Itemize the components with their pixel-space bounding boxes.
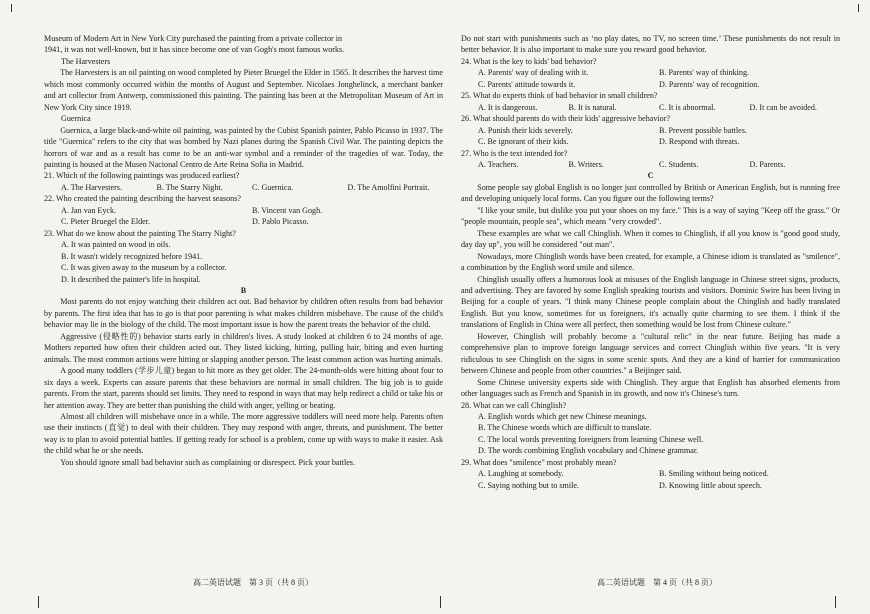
binding-mark-bottom-mid (440, 596, 441, 608)
passage-c-paragraph-2: "I like your smile, but dislike you put your shoes on my face." This is a way of saying "Keep off the grass." Or "people mountain, people sea", which means "very crowded". (461, 205, 840, 227)
question-24: 24. What is the key to kids' bad behavior? (461, 56, 597, 66)
question-21: 21. Which of the following paintings was produced earliest? (44, 171, 240, 181)
option: B. The Chinese words which are difficult to translate. (478, 423, 652, 433)
passage-b-paragraph-2: Aggressive (侵略性的) behavior starts early in children's lives. A study looked at children 6 to 24 months of age. Mothers reported how often their children acted out. They listed kicking, hitting, pulling hair, biting and even hurting animals. The most common actions were hitting or slapping another person. The least common action was hurting animals. (44, 331, 443, 364)
option: D. It described the painter's life in hospital. (61, 274, 201, 284)
option: C. Students. (659, 159, 699, 169)
question-29: 29. What does "smilence" most probably mean? (461, 457, 617, 467)
page-footer-left: 高二英语试题 第 3 页（共 8 页） (193, 578, 313, 587)
question-28-option-a (461, 411, 840, 422)
option: C. Saying nothing but to smile. (478, 480, 579, 490)
option: C. Be ignorant of their kids. (478, 137, 569, 147)
guernica-heading: Guernica (61, 114, 91, 124)
option: B. Vincent van Gogh. (252, 205, 323, 215)
option: A. The Harvesters. (61, 182, 122, 192)
binding-mark-bottom-left (38, 596, 39, 608)
option: B. Writers. (568, 159, 604, 169)
option: D. Respond with threats. (659, 137, 740, 147)
option: D. Pablo Picasso. (252, 217, 309, 227)
question-28: 28. What can we call Chinglish? (461, 400, 567, 410)
intro-line-2: 1941, it was not well-known, but it has since become one of van Gogh's most famous works. (44, 45, 345, 55)
intro-line-1: Museum of Modern Art in New York City purchased the painting from a private collector in (44, 34, 343, 43)
question-27-options (461, 159, 840, 170)
option: D. Parents. (749, 159, 786, 169)
question-25-options (461, 102, 840, 113)
option: A. Laughing at somebody. (478, 469, 564, 479)
question-28-option-d (461, 445, 840, 456)
question-23: 23. What do we know about the painting The Starry Night? (44, 228, 236, 238)
harvesters-heading: The Harvesters (61, 56, 111, 66)
option: B. Smiling without being noticed. (659, 469, 769, 479)
option: C. It is abnormal. (659, 102, 716, 112)
option: C. Pieter Bruegel the Elder. (61, 217, 151, 227)
binding-mark-top-right (858, 4, 859, 12)
option: C. Parents' attitude towards it. (478, 79, 576, 89)
question-26: 26. What should parents do with their kids' aggressive behavior? (461, 114, 671, 124)
question-26-options-row-2 (461, 136, 840, 147)
question-29-options-row-2 (461, 480, 840, 491)
option: A. Parents' way of dealing with it. (478, 68, 589, 78)
passage-b-paragraph-3: A good many toddlers (学步儿童) began to hit more as they get older. The 24-month-olds were hitting about four to six days a week. Experts can assure parents that these behaviors are normal in small children. The big job is to guide parents. From the start, parents should set limits. They need to respond in ways that may help redirect a child or take his or her attention away. They are better than punishing the child with anger, yelling or beating. (44, 366, 443, 410)
question-26-options-row-1 (461, 125, 840, 136)
option: A. It was painted on wood in oils. (61, 240, 171, 250)
question-22-options-row-1 (44, 205, 443, 216)
option: B. It is natural. (568, 102, 617, 112)
passage-b-paragraph-5: You should ignore small bad behavior such as complaining or disrespect. Pick your battles. (60, 457, 355, 467)
question-25: 25. What do experts think of bad behavior in small children? (461, 91, 658, 101)
question-23-option-c (44, 262, 443, 273)
question-22: 22. Who created the painting describing the harvest seasons? (44, 194, 241, 204)
section-b-heading: B (240, 285, 247, 295)
question-28-option-c (461, 434, 840, 445)
passage-c-paragraph-1: Some people say global English is no longer just controlled by British or American English, but is running free and developing uniquely local forms. Can you figure out the following terms? (461, 182, 840, 204)
passage-c-paragraph-6: However, Chinglish will probably become a "cultural relic" in the near future. Beijing has made a comprehensive plan to improve foreign language services and correct Chinglish within five years. "It is very ridiculous to see Chinglish on the signs in some scenic spots. And they are a kind of barrier for communication between Chinese and people from other countries." a Beijinger said. (461, 331, 840, 376)
question-29-options-row-1 (461, 468, 840, 479)
option: D. Knowing little about speech. (659, 480, 762, 490)
question-27: 27. Who is the text intended for? (461, 148, 568, 158)
question-24-options-row-1 (461, 67, 840, 78)
option: B. Prevent possible battles. (659, 125, 747, 135)
passage-c-paragraph-4: Nowadays, more Chinglish words have been created, for example, a Chinese idiom is translated as "smilence", a combination by the English word smile and silence. (461, 251, 840, 273)
harvesters-paragraph: The Harvesters is an oil painting on wood completed by Pieter Bruegel the Elder in 1565. It describes the harvest time which most commonly occurred within the months of August and September. Nicolaes Jonghelinck, a merchant banker and art collector from Antwerp, commissioned this painting. The painting has been at the Metropolitan Museum of Art in New York City since 1919. (44, 68, 443, 112)
option: D. The words combining English vocabulary and Chinese grammar. (478, 446, 699, 456)
left-page-column (44, 33, 443, 468)
option: C. Guernica. (252, 182, 294, 192)
page-footer-right: 高二英语试题 第 4 页（共 8 页） (597, 578, 717, 587)
option: D. The Amolfini Portrait. (347, 182, 430, 192)
option: C. The local words preventing foreigners from learning Chinese well. (478, 434, 704, 444)
binding-mark-top-left (11, 4, 12, 12)
question-23-option-d (44, 274, 443, 285)
question-23-option-a (44, 239, 443, 250)
passage-b-paragraph-4: Almost all children will misbehave once in a while. The more aggressive toddlers will need more help. Parents often use their instincts (直觉) to deal with their children. They may respond with anger, threats, and punishment. The better way is to plan to avoid potential battles. If getting ready for school is a problem, come up with ways to make it easier. Ask the child what he or she needs. (44, 411, 443, 456)
option: A. Teachers. (478, 159, 519, 169)
option: D. Parents' way of recognition. (659, 79, 760, 89)
question-23-option-b (44, 251, 443, 262)
guernica-paragraph: Guernica, a large black-and-white oil painting, was painted by the Cubist Spanish painter, Pablo Picasso in 1937. The title "Guernica" refers to the city that was bombed by Nazi planes during the Spanish Civil War. The painting depicts the horrors of war and as a result has come to be an anti-war symbol and a reminder of the tragedies of war. Today, the painting is housed at the Museo Nacional Centro de Arte Reina Sofia in Madrid. (44, 125, 443, 169)
passage-b-continuation: Do not start with punishments such as ‘no play dates, no TV, no screen time.’ These punishments do not result in better behavior. It is also important to make sure you reward good behavior. (461, 34, 840, 55)
question-28-option-b (461, 422, 840, 433)
binding-mark-bottom-right (835, 596, 836, 608)
option: B. Parents' way of thinking. (659, 68, 750, 78)
question-24-options-row-2 (461, 79, 840, 90)
section-c-heading: C (647, 171, 654, 181)
option: B. It wasn't widely recognized before 1941. (61, 251, 203, 261)
passage-c-paragraph-5: Chinglish usually offers a humorous look at misuses of the English language in Chinese street signs, products, and advertising. They are favored by some English speaking tourists and visitors. Dominic Swire has been living in Beijing for a couple of years. "I think many Chinese people complain about the Chinglish and badly translated English. But you know, sometimes for us foreigners, it's actually quite charming to see them. I think if the translations of English in China were all perfect, then something would be lost from Chinese culture." (461, 274, 840, 330)
passage-c-paragraph-7: Some Chinese university experts side with Chinglish. They argue that English has absorbed elements from other languages such as French and Spanish in its growth, and now it's Chinese's turn. (461, 377, 840, 399)
passage-b-paragraph-1: Most parents do not enjoy watching their children act out. Bad behavior by children often results from bad behavior by parents. The first idea that has to go is that poor parenting is what makes children misbehave. The cause of the child's behavior may lie in the biology of the child. The most important issue is how the parent treats the behavior of the child. (44, 297, 443, 330)
question-21-options (44, 182, 443, 193)
option: A. It is dangerous. (478, 102, 538, 112)
option: A. Jan van Eyck. (61, 205, 117, 215)
option: A. English words which get new Chinese meanings. (478, 411, 647, 421)
option: C. It was given away to the museum by a collector. (61, 263, 227, 273)
option: D. It can be avoided. (749, 102, 817, 112)
question-22-options-row-2 (44, 216, 443, 227)
passage-c-paragraph-3: These examples are what we call Chinglish. When it comes to Chinglish, if all you know is "good good study, day day up", you will be considered "out man". (461, 228, 840, 250)
option: B. The Starry Night. (156, 182, 223, 192)
right-page-column (461, 33, 840, 491)
option: A. Punish their kids severely. (478, 125, 573, 135)
